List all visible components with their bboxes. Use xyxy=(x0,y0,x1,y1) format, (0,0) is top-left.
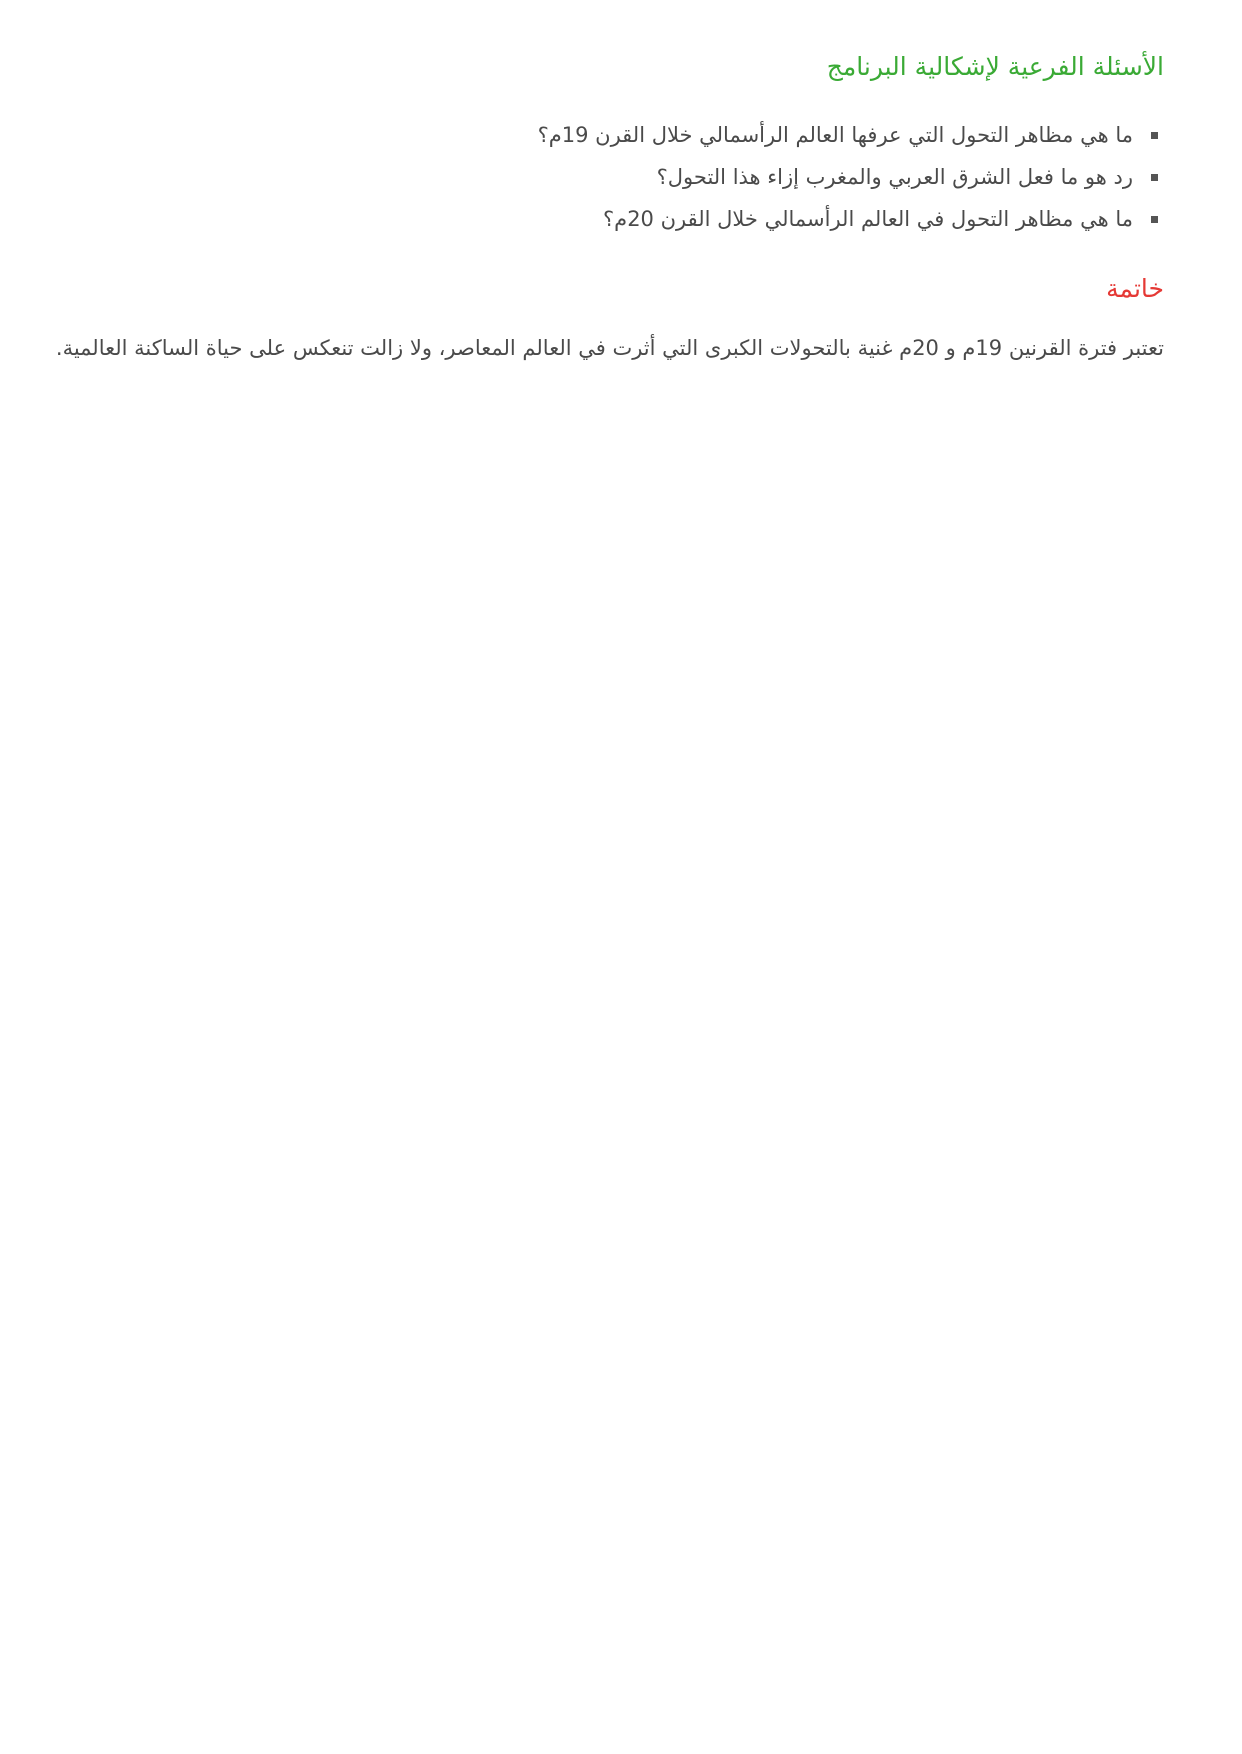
question-text: ما هي مظاهر التحول التي عرفها العالم الرأسمالي خلال القرن 19م؟ xyxy=(537,123,1133,147)
question-item xyxy=(538,114,1164,156)
square-bullet-icon xyxy=(1151,174,1158,181)
square-bullet-icon xyxy=(1151,132,1158,139)
questions-list xyxy=(538,114,1164,240)
question-text: رد هو ما فعل الشرق العربي والمغرب إزاء هذا التحول؟ xyxy=(656,165,1133,189)
square-bullet-icon xyxy=(1151,216,1158,223)
question-item xyxy=(538,156,1164,198)
conclusion-paragraph: تعتبر فترة القرنين 19م و 20م غنية بالتحولات الكبرى التي أثرت في العالم المعاصر، ولا زالت تنعكس على حياة الساكنة العالمية. xyxy=(55,336,1164,360)
conclusion-heading: خاتمة xyxy=(1106,274,1164,303)
question-text: ما هي مظاهر التحول في العالم الرأسمالي خلال القرن 20م؟ xyxy=(603,207,1133,231)
question-item xyxy=(538,198,1164,240)
questions-section-heading: الأسئلة الفرعية لإشكالية البرنامج xyxy=(826,52,1164,81)
